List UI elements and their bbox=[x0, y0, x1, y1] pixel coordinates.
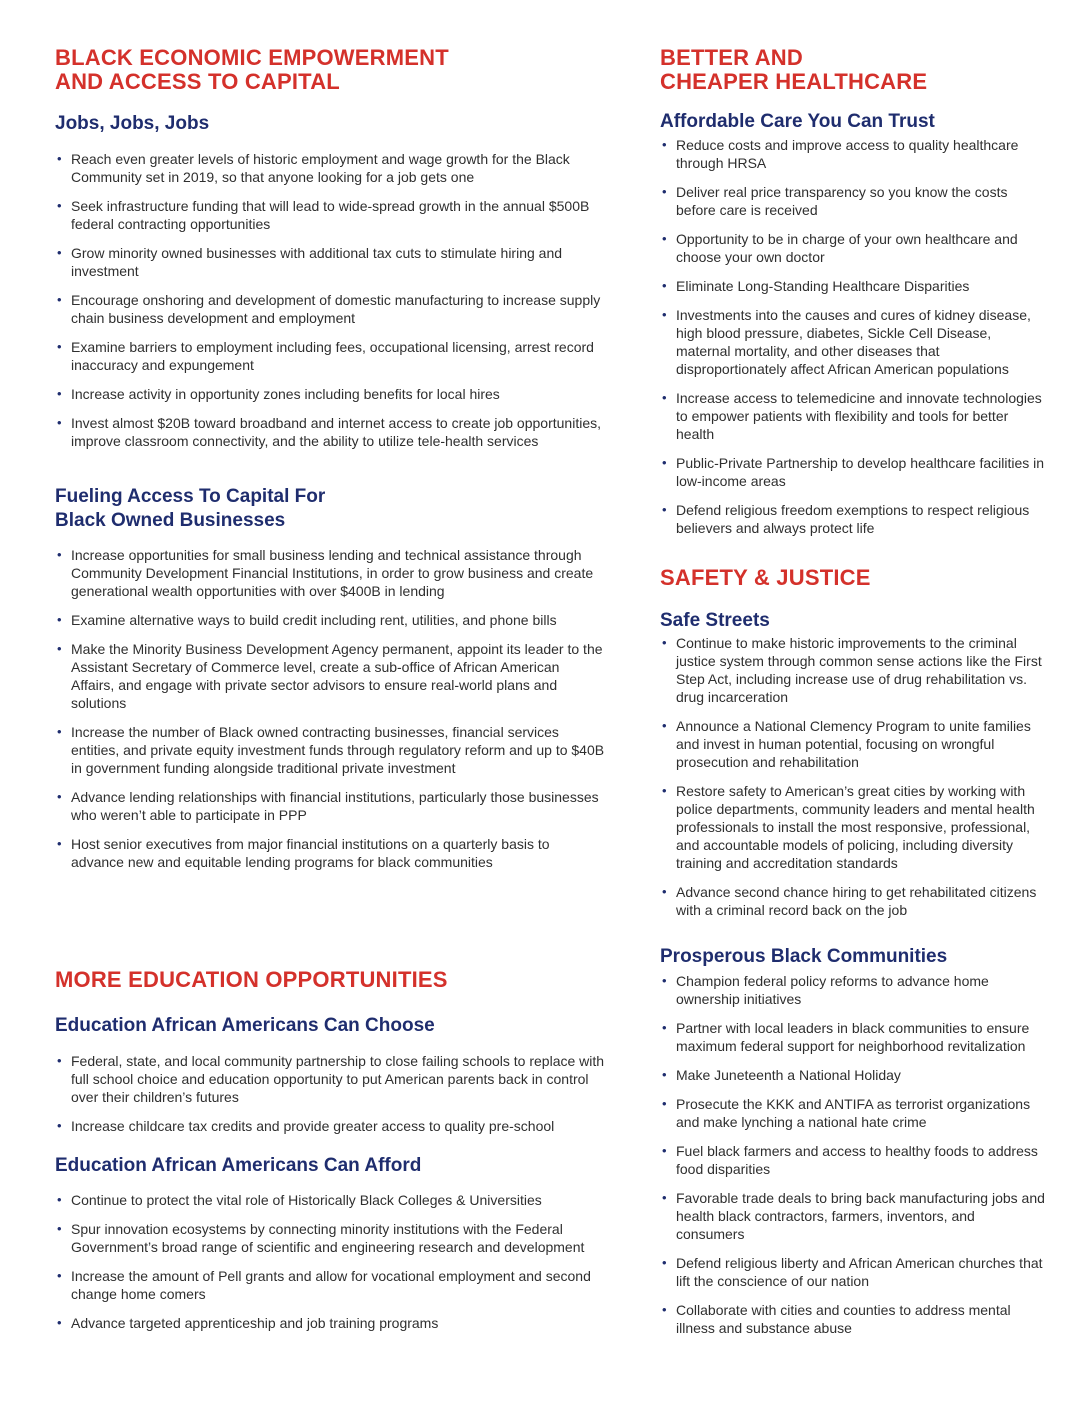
list-item: • Make Juneteenth a National Holiday bbox=[660, 1066, 1045, 1084]
list-item: • Deliver real price transparency so you know the costs before care is received bbox=[660, 183, 1045, 219]
list-item: • Continue to make historic improvements to the criminal justice system through common sense actions like the First Step Act, including increase use of drug rehabilitation vs. drug incarceration bbox=[660, 634, 1045, 706]
list-item: • Advance second chance hiring to get rehabilitated citizens with a criminal record back on the job bbox=[660, 883, 1045, 919]
section-title-line: BETTER AND bbox=[660, 45, 803, 70]
section-title-healthcare bbox=[660, 46, 927, 94]
list-item: • Collaborate with cities and counties to address mental illness and substance abuse bbox=[660, 1301, 1045, 1337]
list-item: • Examine alternative ways to build credit including rent, utilities, and phone bills bbox=[55, 611, 605, 629]
list-item: • Defend religious freedom exemptions to respect religious believers and always protect life bbox=[660, 501, 1045, 537]
list-item: • Advance targeted apprenticeship and job training programs bbox=[55, 1314, 605, 1332]
section-title-line: BLACK ECONOMIC EMPOWERMENT bbox=[55, 45, 449, 70]
list-item: • Public-Private Partnership to develop healthcare facilities in low-income areas bbox=[660, 454, 1045, 490]
list-item: • Continue to protect the vital role of Historically Black Colleges & Universities bbox=[55, 1191, 605, 1209]
subheading-affordable-care: Affordable Care You Can Trust bbox=[660, 111, 935, 132]
list-item: • Examine barriers to employment including fees, occupational licensing, arrest record inaccuracy and expungement bbox=[55, 338, 605, 374]
list-item: • Increase activity in opportunity zones including benefits for local hires bbox=[55, 385, 605, 403]
list-item: • Increase the number of Black owned contracting businesses, financial services entities, and private equity investment funds through regulatory reform and up to $40B in government funding alongside traditional private investment bbox=[55, 723, 605, 777]
section-title-line: AND ACCESS TO CAPITAL bbox=[55, 69, 340, 94]
subheading-safe-streets: Safe Streets bbox=[660, 610, 770, 631]
section-title-line: CHEAPER HEALTHCARE bbox=[660, 69, 928, 94]
education-afford-list bbox=[55, 1191, 605, 1332]
list-item: • Favorable trade deals to bring back manufacturing jobs and health black contractors, farmers, inventors, and consumers bbox=[660, 1189, 1045, 1243]
list-item: • Increase opportunities for small business lending and technical assistance through Community Development Financial Institutions, in order to grow business and create generational wealth opportunities with over $400B in lending bbox=[55, 546, 605, 600]
list-item: • Reduce costs and improve access to quality healthcare through HRSA bbox=[660, 136, 1045, 172]
list-item: • Partner with local leaders in black communities to ensure maximum federal support for neighborhood revitalization bbox=[660, 1019, 1045, 1055]
list-item: • Opportunity to be in charge of your own healthcare and choose your own doctor bbox=[660, 230, 1045, 266]
subheading-access-to-capital bbox=[55, 485, 325, 533]
subheading-line: Fueling Access To Capital For bbox=[55, 486, 326, 507]
subheading-education-afford: Education African Americans Can Afford bbox=[55, 1155, 422, 1176]
list-item: • Eliminate Long-Standing Healthcare Disparities bbox=[660, 277, 1045, 295]
capital-list bbox=[55, 546, 605, 871]
list-item: • Increase childcare tax credits and provide greater access to quality pre-school bbox=[55, 1117, 605, 1135]
list-item: • Restore safety to American’s great cities by working with police departments, community leaders and mental health professionals to install the most responsive, professional, and accountable models of policing, including diversity training and accreditation standards bbox=[660, 782, 1045, 872]
list-item: • Federal, state, and local community partnership to close failing schools to replace with full school choice and education opportunity to put American parents back in control over their children’s futures bbox=[55, 1052, 605, 1106]
list-item: • Advance lending relationships with financial institutions, particularly those businesses who weren’t able to participate in PPP bbox=[55, 788, 605, 824]
section-title-economic-empowerment bbox=[55, 46, 449, 94]
list-item: • Fuel black farmers and access to healthy foods to address food disparities bbox=[660, 1142, 1045, 1178]
healthcare-list bbox=[660, 136, 1045, 537]
communities-list bbox=[660, 972, 1045, 1337]
safe-streets-list bbox=[660, 634, 1045, 919]
list-item: • Increase access to telemedicine and innovate technologies to empower patients with flexibility and tools for better health bbox=[660, 389, 1045, 443]
list-item: • Champion federal policy reforms to advance home ownership initiatives bbox=[660, 972, 1045, 1008]
list-item: • Increase the amount of Pell grants and allow for vocational employment and second change home comers bbox=[55, 1267, 605, 1303]
subheading-line: Black Owned Businesses bbox=[55, 510, 286, 531]
subheading-education-choose: Education African Americans Can Choose bbox=[55, 1015, 435, 1036]
education-choose-list bbox=[55, 1052, 605, 1135]
jobs-list bbox=[55, 150, 605, 450]
list-item: • Make the Minority Business Development Agency permanent, appoint its leader to the Assistant Secretary of Commerce level, create a sub-office of African American Affairs, and engage with private sector advisors to ensure real-world plans and solutions bbox=[55, 640, 605, 712]
section-title-safety-justice: SAFETY & JUSTICE bbox=[660, 565, 871, 590]
list-item: • Invest almost $20B toward broadband and internet access to create job opportunities, improve classroom connectivity, and the ability to utilize tele-health services bbox=[55, 414, 605, 450]
subheading-jobs: Jobs, Jobs, Jobs bbox=[55, 113, 210, 134]
list-item: • Investments into the causes and cures of kidney disease, high blood pressure, diabetes, Sickle Cell Disease, maternal mortality, and other diseases that disproportionately affect African American populations bbox=[660, 306, 1045, 378]
list-item: • Seek infrastructure funding that will lead to wide-spread growth in the annual $500B federal contracting opportunities bbox=[55, 197, 605, 233]
list-item: • Prosecute the KKK and ANTIFA as terrorist organizations and make lynching a national hate crime bbox=[660, 1095, 1045, 1131]
list-item: • Announce a National Clemency Program to unite families and invest in human potential, focusing on wrongful prosecution and rehabilitation bbox=[660, 717, 1045, 771]
subheading-prosperous-communities: Prosperous Black Communities bbox=[660, 946, 948, 967]
list-item: • Defend religious liberty and African American churches that lift the conscience of our nation bbox=[660, 1254, 1045, 1290]
list-item: • Spur innovation ecosystems by connecting minority institutions with the Federal Government’s broad range of scientific and engineering research and development bbox=[55, 1220, 605, 1256]
section-title-education: MORE EDUCATION OPPORTUNITIES bbox=[55, 967, 448, 992]
list-item: • Reach even greater levels of historic employment and wage growth for the Black Community set in 2019, so that anyone looking for a job gets one bbox=[55, 150, 605, 186]
list-item: • Grow minority owned businesses with additional tax cuts to stimulate hiring and investment bbox=[55, 244, 605, 280]
list-item: • Host senior executives from major financial institutions on a quarterly basis to advance new and equitable lending programs for black communities bbox=[55, 835, 605, 871]
list-item: • Encourage onshoring and development of domestic manufacturing to increase supply chain business development and employment bbox=[55, 291, 605, 327]
